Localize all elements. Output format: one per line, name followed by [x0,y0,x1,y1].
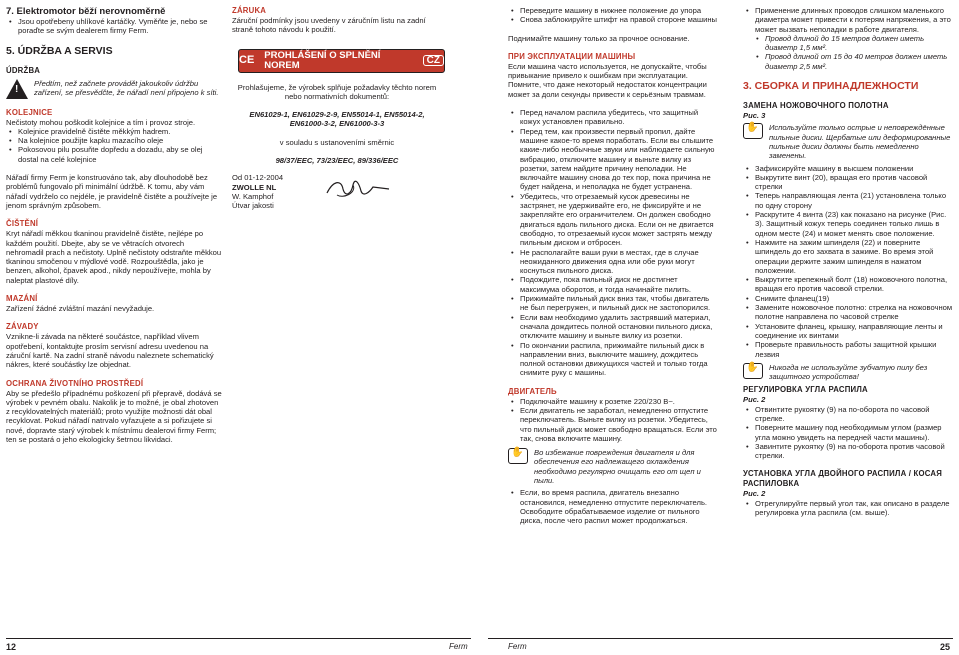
list-item: • Jsou opotřebeny uhlíkové kartáčky. Vyměňte je, nebo se poraďte se svým dealerem firmy Ferm. [18,17,222,36]
bevel-list [743,405,953,461]
section-7-title: 7. Elektromotor běží nerovnoměrně [6,6,166,17]
list-item: • Снимите фланец(19) [755,294,953,303]
list-item: • По окончании распила, прижимайте пильный диск в направлении вниз, выключите машину, дождитесь полной остановки движущихся частей и только тогда снимите руку с машины. [520,341,718,378]
section-5-title: 5. ÚDRŽBA A SERVIS [6,44,113,57]
list-item: • Выкрутите винт (20), вращая его против часовой стрелки [755,173,953,192]
ochrana-text: Aby se předešlo případnému poškození při přepravě, dodává se výrobek v pevném obalu. Nakolik je to možné, je obal zhotoven z recyklovatelných materiálů; proto využijte možnosti dát obal recyklovat. Pokud nářadí natrvalo vyřazujete a si pořizujete si nové, dopravte starý výrobek k místnímu dealerovi firmy Ferm; ten se postará o jeho ekologicky šetrnou likvidaci. [6,388,222,445]
bevel-heading: РЕГУЛИРОВКА УГЛА РАСПИЛА [743,385,868,395]
list-item: • Подключайте машину к розетке 220/230 В~. [520,397,718,406]
motor-list-2 [508,488,718,525]
motor-warning [508,448,718,485]
assembly-heading: 3. СБОРКА И ПРИНАДЛЕЖНОСТИ [743,80,919,93]
list-item: • Если вам необходимо удалить застрявший материал, сначала дождитесь полной остановки пильного диска, отключите машину и выньте вилку из розетки. [520,313,718,341]
naradi-text: Nářadí firmy Ferm je konstruováno tak, aby dlouhodobě bez problémů fungovalo při minimální údržbě. K tomu, aby vám nářadí vydrželo co nejdéle, je pravidelně čistěte a používejte je jenom správným způsobem. [6,173,218,210]
declaration-city: ZWOLLE NL [232,182,277,192]
column-4 [743,6,953,517]
declaration-text: Prohlašujeme, že výrobek splňuje požadavky těchto norem nebo normativních dokumentů: [237,82,437,101]
motor-heading: ДВИГАТЕЛЬ [508,386,557,396]
signature-icon [323,173,393,203]
motor-warning-text: Во избежание повреждения двигателя и для обеспечения его надлежащего охлаждения необходимо регулярно очищать его от щеп и пыли. [534,448,701,486]
operation-intro: Если машина часто используется, не допускайте, чтобы привыкание привело к ошибкам при эксплуатации. Помните, что даже некоторый недостаток концентрации может за доли секунды привести к серьёзным травмам. [508,61,707,99]
blade-warning [743,123,953,160]
zavady-text: Vznikne-li závada na některé součástce, například vlivem opotřebení, kontaktujte prosím servisní adresu uvedenou na záruční kartě. Na zadní straně návodu naleznete schematický nákres, které součástky lze objednat. [6,332,214,370]
zavady-heading: ZÁVADY [6,322,39,332]
list-item: • Не располагайте ваши руки в местах, где в случае неожиданного движения одна или обе руки могут коснуться пильного диска. [520,248,718,276]
hand-icon [508,448,528,464]
list-item: • Раскрутите 4 винта (23) как показано на рисунке (Рис. 3). Защитный кожух теперь соединен только лишь в одном месте (24) и может менять свое положение. [755,210,953,238]
list-item: • Провод длиной от 15 до 40 метров должен иметь диаметр 2,5 мм². [765,52,953,71]
page-number-right: 25 [940,642,951,652]
cable-sublist [743,34,953,71]
list-item: • Na kolejnice použijte kapku mazacího oleje [18,136,222,145]
list-item: • Теперь направляющая лента (21) установлена только по одну сторону [755,191,953,210]
declaration-person: W. Kamphof [232,191,274,201]
column-1 [6,6,222,444]
hand-icon [743,123,763,139]
list-item: • Замените ножовочное полотно: стрелка на ножовочном полотне направлена по часовой стрелке [755,303,953,322]
list-item: • Применение длинных проводов слишком маленького диаметра может привести к потерям напряжения, а это может вызвать неполадки в работе двигателя. [755,6,953,34]
brand-footer-right: Ferm [508,642,527,651]
mazani-heading: MAZÁNÍ [6,294,38,304]
accord-text: v souladu s ustanoveními směrnic [279,137,395,147]
list-item: • Провод длиной до 15 метров должен иметь диаметр 1,5 мм². [765,34,953,53]
footer-rule-left [6,638,471,639]
section-7-list [6,17,222,36]
list-item: • Зафиксируйте машину в высшем положении [755,164,953,173]
mazani-text: Zařízení žádné zvláštní mazání nevyžaduje. [6,304,155,314]
zaruka-text: Záruční podmínky jsou uvedeny v záručním listu na zadní straně tohoto návodu k použití. [232,16,426,35]
page-number-left: 12 [6,642,17,652]
list-item: • Нажмите на зажим шпинделя (22) и поверните шпиндель до его захвата в зажиме. Во время этой операции держите зажим шпинделя в нажатом положении. [755,238,953,275]
kolejnice-list [6,127,222,164]
list-item: • Kolejnice pravidelně čistěte měkkým hadrem. [18,127,222,136]
list-item: • Переведите машину в нижнее положение до упора [520,6,718,15]
list-item: • Pokosovou pilu posuňte dopředu a dozadu, aby se olej dostal na celé kolejnice [18,145,222,164]
blade-change-heading: ЗАМЕНА НОЖОВОЧНОГО ПОЛОТНА [743,101,889,111]
list-item: • Убедитесь, что отрезаемый кусок древесины не застрянет, не удерживайте его, не фиксируйте и не закрепляйте его ограничителем. Он должен свободно двигаться вдоль пильного диска. Если он не двигается свободно, то отрезаемый кусок может застрять между пильным диском и отбросен. [520,192,718,248]
top-list [508,6,718,25]
compound-heading: УСТАНОВКА УГЛА ДВОЙНОГО РАСПИЛА / КОСАЯ РАСПИЛОВКА [743,469,943,489]
list-item: • Поверните машину под необходимым углом (размер угла можно увидеть на передней части машины). [755,423,953,442]
blade-warning-text: Используйте только острые и неповреждённые пильные диски. Щербатые или деформированные пильные диски должны быть немедленно заменены. [769,123,951,161]
warning-text: Předtím, než začnete provádět jakoukoliv údržbu zařízení, se přesvědčte, že nářadí není připojeno k síti. [34,78,219,97]
kolejnice-heading: KOLEJNICE [6,107,53,117]
norms-list: EN61029-1, EN61029-2-9, EN55014-1, EN55014-2, EN61000-3-2, EN61000-3-3 [249,110,425,129]
list-item: • Если двигатель не заработал, немедленно отпустите переключатель. Выньте вилку из розетки. Убедитесь, что пильный диск может свободно вращаться. Если это так, снова включите машину. [520,406,718,443]
hand-icon [743,363,763,379]
list-item: • Установите фланец, крышку, направляющие ленты и соединение их винтами [755,322,953,341]
motor-list [508,397,718,443]
list-item: • Отвинтите рукоятку (9) на по-оборота по часовой стрелке. [755,405,953,424]
list-item: • Перед началом распила убедитесь, что защитный кожух установлен правильно. [520,108,718,127]
blade-list [743,164,953,359]
footer-rule-right [488,638,953,639]
declaration-date: Od 01-12-2004 [232,173,284,183]
warning-icon [6,79,28,99]
guard-warning-text: Никогда не используйте зубчатую пилу без защитного устройства! [769,362,928,382]
guard-warning [743,363,953,382]
declaration-dept: Útvar jakosti [232,201,274,211]
kolejnice-text: Nečistoty mohou poškodit kolejnice a tím i provoz stroje. [6,117,196,127]
transport-text: Поднимайте машину только за прочное основание. [508,33,690,43]
list-item: • Завинтите рукоятку (9) на по-оборота против часовой стрелки. [755,442,953,461]
compound-list [743,499,953,518]
figure-ref: Рис. 3 [743,111,766,121]
maintenance-warning [6,79,222,99]
cisteni-text: Kryt nářadí měkkou tkaninou pravidelně čistěte, nejlépe po každém použití. Dbejte, aby se ve větracích otvorech nehromadil prach a nečistoty. Uplně nečistoty odstraňte měkkou tkaninou smočenou v mýdlové vodě. Rozpouštědla, jako je benzen, alkohol, čpavek apod., nikdy nepoužívejte, mohla by naleptat plastové díly. [6,229,222,285]
ochrana-heading: OCHRANA ŽIVOTNÍHO PROSTŘEDÍ [6,378,144,388]
list-item: • Перед тем, как произвести первый пропил, дайте машине какое-то время поработать. Если вы слышите какие-либо необычные звуки или наблюдаете сильную вибрацию, отключите машину и выньте вилку из розетки, затем найдите причину неполадки. Не включайте машину снова до тех пор, пока причина не будет найдена, и неполадка не будет устранена. [520,127,718,192]
declaration-title: PROHLÁŠENÍ O SPLNĚNÍ NOREM [264,50,381,71]
list-item: • Отрегулируйте первый угол так, как описано в разделе регулировка угла распила (см. выше). [755,499,953,518]
operation-list [508,108,718,378]
figure-ref: Рис. 2 [743,489,766,499]
list-item: • Прижимайте пильный диск вниз так, чтобы двигатель не был перегружен, и пильный диск не застопорился. [520,294,718,313]
zaruka-heading: ZÁRUKA [232,6,267,15]
list-item: • Если, во время распила, двигатель внезапно остановился, немедленно отпустите переключатель. Освободите обрабатываемое изделие от пильного диска, после чего распил может продолжаться. [520,488,718,525]
ce-mark-icon: CE [239,53,255,66]
cable-list [743,6,953,34]
list-item: • Снова заблокируйте штифт на правой стороне машины [520,15,718,24]
operation-heading: ПРИ ЭКСПЛУАТАЦИИ МАШИНЫ [508,51,636,61]
directives-list: 98/37/EEC, 73/23/EEC, 89/336/EEC [275,156,399,166]
country-code: CZ [423,55,444,66]
udrzba-heading: ÚDRŽBA [6,65,41,75]
column-3 [508,6,718,526]
list-item: • Выкрутите крепежный болт (18) ножовочного полотна, вращая его против часовой стрелки. [755,275,953,294]
declaration-banner [238,49,445,73]
figure-ref: Рис. 2 [743,395,766,405]
list-item: • Подождите, пока пильный диск не достигнет максимума оборотов, и тогда начинайте пилить. [520,275,718,294]
brand-footer-left: Ferm [449,642,468,651]
list-item: • Проверьте правильность работы защитной крышки лезвия [755,340,953,359]
cisteni-heading: ČIŠTĚNÍ [6,219,39,229]
column-2 [232,6,442,211]
